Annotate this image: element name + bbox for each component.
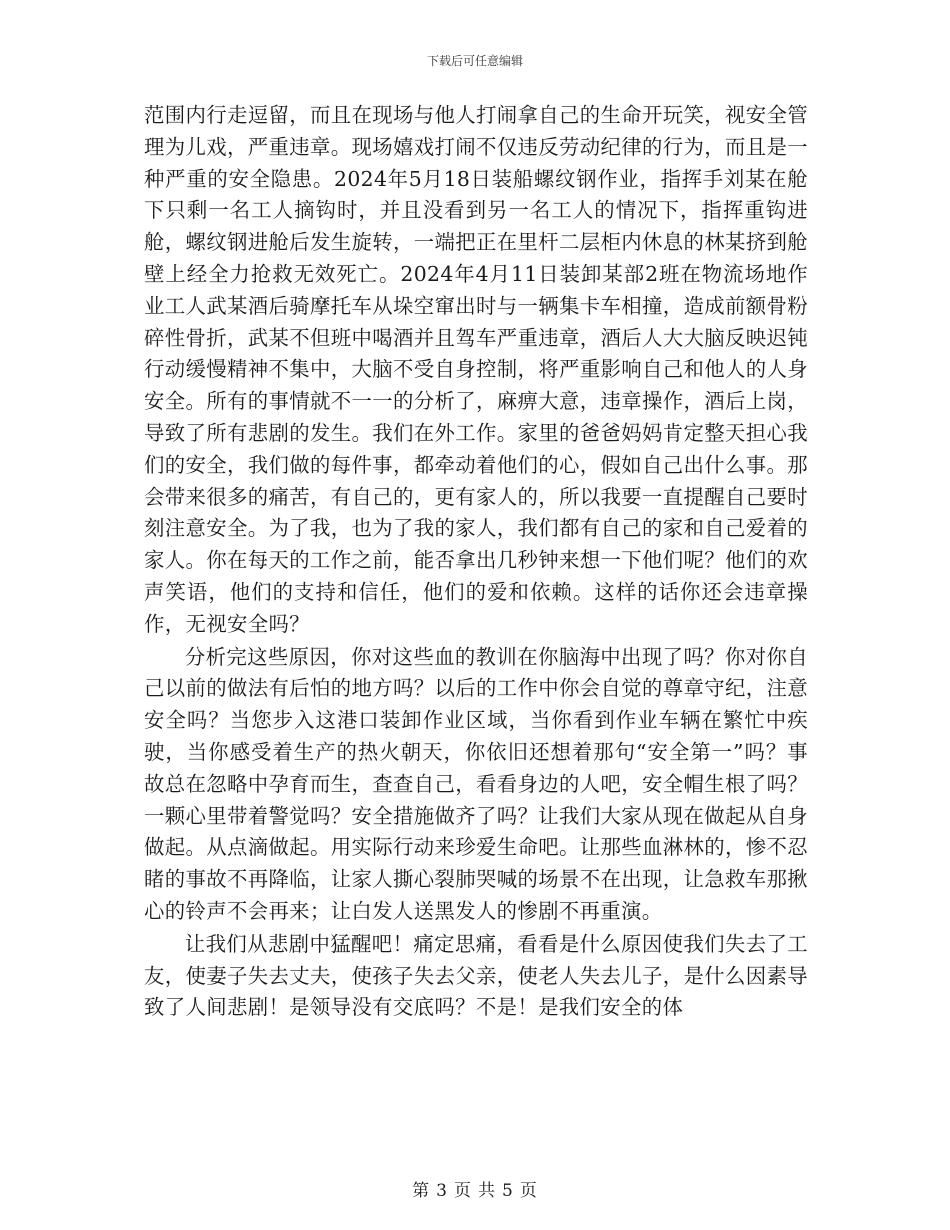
paragraph-2: 分析完这些原因，你对这些血的教训在你脑海中出现了吗？你对你自己以前的做法有后怕的地方吗？以后的工作中你会自觉的尊章守纪，注意安全吗？当您步入这港口装卸作业区域，当你看到作业车辆在繁忙中疾驶，当你感受着生产的热火朝天，你依旧还想着那句“安全第一”吗？事故总在忽略中孕育而生，查查自己，看看身边的人吧，安全帽生根了吗？一颗心里带着警觉吗？安全措施做齐了吗？让我们大家从现在做起从自身做起。从点滴做起。用实际行动来珍爱生命吧。让那些血淋林的，惨不忍睹的事故不再降临，让家人撕心裂肺哭喊的场景不在出现，让急救车那揪心的铃声不会再来；让白发人送黑发人的惨剧不再重演。 (144, 644, 808, 923)
footer-page-label: 页 (454, 1181, 472, 1201)
paragraph-1: 范围内行走逗留，而且在现场与他人打闹拿自己的生命开玩笑，视安全管理为儿戏，严重违章。现场嬉戏打闹不仅违反劳动纪律的行为，而且是一种严重的安全隐患。2024年5月18日装船螺纹钢作业，指挥手刘某在舱下只剩一名工人摘钩时，并且没看到另一名工人的情况下，指挥重钩进舱，螺纹钢进舱后发生旋转，一端把正在里杆二层柜内休息的林某挤到舱壁上经全力抢救无效死亡。2024年4月11日装卸某部2班在物流场地作业工人武某酒后骑摩托车从垛空窜出时与一辆集卡车相撞，造成前额骨粉碎性骨折，武某不但班中喝酒并且驾车严重违章，酒后人大大脑反映迟钝行动缓慢精神不集中，大脑不受自身控制，将严重影响自己和他人的人身安全。所有的事情就不一一的分析了，麻痹大意，违章操作，酒后上岗，导致了所有悲剧的发生。我们在外工作。家里的爸爸妈妈肯定整天担心我们的安全，我们做的每件事，都牵动着他们的心，假如自己出什么事。那会带来很多的痛苦，有自己的，更有家人的，所以我要一直提醒自己要时刻注意安全。为了我，也为了我的家人，我们都有自己的家和自己爱着的家人。你在每天的工作之前，能否拿出几秒钟来想一下他们呢？他们的欢声笑语，他们的支持和信任，他们的爱和依赖。这样的话你还会违章操作，无视安全吗？ (144, 103, 808, 636)
paragraph-3: 让我们从悲剧中猛醒吧！痛定思痛，看看是什么原因使我们失去了工友，使妻子失去丈夫，使孩子失去父亲，使老人失去儿子，是什么因素导致了人间悲剧！是领导没有交底吗？不是！是我们安全的体 (144, 931, 808, 1020)
footer-prefix: 第 (412, 1181, 431, 1201)
footer-total-pages: 5 (502, 1181, 514, 1201)
footer-suffix: 页 (519, 1181, 538, 1201)
page-footer (0, 1176, 950, 1201)
page-header: 下载后可任意编辑 (426, 54, 523, 68)
document-body (144, 100, 808, 1025)
footer-of-label: 共 (478, 1181, 496, 1201)
footer-page-number: 3 (436, 1181, 448, 1201)
